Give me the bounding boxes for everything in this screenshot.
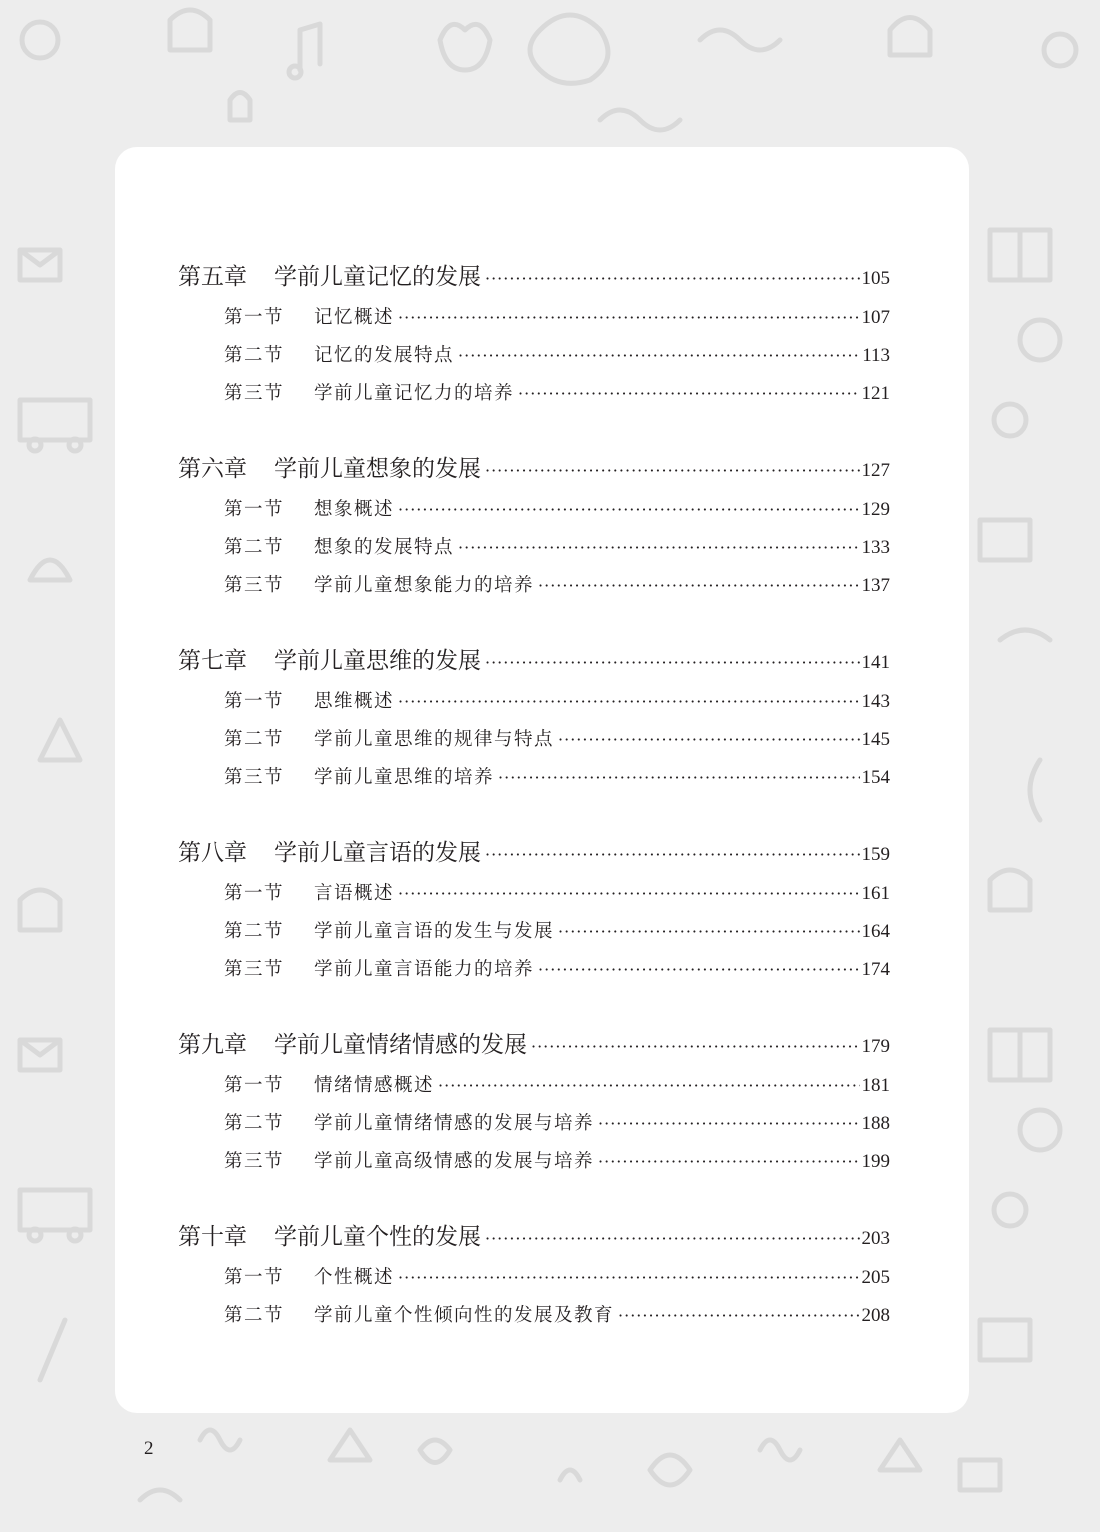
section-entry[interactable]	[178, 1067, 890, 1105]
section-entry[interactable]	[178, 337, 890, 375]
chapter-entry[interactable]	[178, 447, 890, 491]
leader-dots	[558, 913, 859, 951]
leader-dots	[398, 683, 859, 721]
leader-dots	[398, 491, 859, 529]
chapter-page: 203	[861, 1228, 890, 1249]
leader-dots	[485, 639, 860, 685]
section-number: 第一节	[224, 1267, 285, 1288]
section-page: 137	[861, 575, 890, 596]
section-title: 个性概述	[314, 1267, 395, 1288]
section-number: 第三节	[224, 383, 285, 404]
section-title: 学前儿童个性倾向性的发展及教育	[314, 1305, 615, 1326]
section-page: 113	[862, 345, 890, 366]
section-page: 133	[861, 537, 890, 558]
section-page: 164	[861, 921, 890, 942]
leader-dots	[598, 1105, 859, 1143]
chapter-entry[interactable]	[178, 255, 890, 299]
section-number: 第三节	[224, 959, 285, 980]
section-entry[interactable]	[178, 1143, 890, 1181]
section-page: 107	[861, 307, 890, 328]
section-page: 188	[861, 1113, 890, 1134]
leader-dots	[538, 951, 859, 989]
section-entry[interactable]	[178, 951, 890, 989]
section-entry[interactable]	[178, 721, 890, 759]
section-title: 学前儿童言语能力的培养	[314, 959, 535, 980]
section-number: 第一节	[224, 499, 285, 520]
leader-dots	[398, 299, 859, 337]
leader-dots	[538, 567, 859, 605]
chapter-number: 第八章	[178, 840, 247, 866]
chapter-title: 学前儿童记忆的发展	[274, 264, 481, 290]
section-entry[interactable]	[178, 529, 890, 567]
chapter-number: 第九章	[178, 1032, 247, 1058]
chapter-block	[178, 831, 890, 989]
leader-dots	[485, 447, 860, 493]
leader-dots	[398, 875, 859, 913]
chapter-entry[interactable]	[178, 639, 890, 683]
section-number: 第三节	[224, 767, 285, 788]
section-entry[interactable]	[178, 683, 890, 721]
chapter-title: 学前儿童个性的发展	[274, 1224, 481, 1250]
toc-panel	[115, 147, 969, 1413]
section-entry[interactable]	[178, 759, 890, 797]
section-entry[interactable]	[178, 1259, 890, 1297]
chapter-title: 学前儿童想象的发展	[274, 456, 481, 482]
chapter-title: 学前儿童思维的发展	[274, 648, 481, 674]
leader-dots	[458, 529, 859, 567]
chapter-number: 第十章	[178, 1224, 247, 1250]
chapter-page: 159	[861, 844, 890, 865]
chapter-title: 学前儿童情绪情感的发展	[274, 1032, 527, 1058]
section-number: 第一节	[224, 691, 285, 712]
section-number: 第二节	[224, 1113, 285, 1134]
chapter-page: 127	[861, 460, 890, 481]
section-title: 想象概述	[314, 499, 395, 520]
section-number: 第一节	[224, 1075, 285, 1096]
section-page: 129	[861, 499, 890, 520]
section-page: 205	[861, 1267, 890, 1288]
section-number: 第一节	[224, 883, 285, 904]
section-page: 208	[861, 1305, 890, 1326]
section-title: 学前儿童想象能力的培养	[314, 575, 535, 596]
leader-dots	[558, 721, 859, 759]
leader-dots	[531, 1023, 860, 1069]
section-page: 174	[861, 959, 890, 980]
section-entry[interactable]	[178, 567, 890, 605]
section-number: 第二节	[224, 345, 285, 366]
leader-dots	[485, 1215, 860, 1261]
section-number: 第二节	[224, 1305, 285, 1326]
chapter-block	[178, 1023, 890, 1181]
section-entry[interactable]	[178, 375, 890, 413]
section-title: 言语概述	[314, 883, 395, 904]
section-entry[interactable]	[178, 491, 890, 529]
section-number: 第二节	[224, 729, 285, 750]
leader-dots	[498, 759, 859, 797]
leader-dots	[485, 831, 860, 877]
section-title: 记忆概述	[314, 307, 395, 328]
section-page: 143	[861, 691, 890, 712]
leader-dots	[518, 375, 859, 413]
section-page: 121	[861, 383, 890, 404]
chapter-block	[178, 447, 890, 605]
chapter-page: 105	[861, 268, 890, 289]
section-title: 学前儿童言语的发生与发展	[314, 921, 555, 942]
chapter-block	[178, 1215, 890, 1335]
section-page: 181	[861, 1075, 890, 1096]
section-number: 第二节	[224, 921, 285, 942]
chapter-entry[interactable]	[178, 1023, 890, 1067]
chapter-number: 第六章	[178, 456, 247, 482]
chapter-number: 第七章	[178, 648, 247, 674]
section-title: 记忆的发展特点	[314, 345, 455, 366]
leader-dots	[485, 255, 860, 301]
chapter-page: 179	[861, 1036, 890, 1057]
leader-dots	[618, 1297, 859, 1335]
chapter-page: 141	[861, 652, 890, 673]
section-page: 154	[861, 767, 890, 788]
section-number: 第二节	[224, 537, 285, 558]
section-entry[interactable]	[178, 1105, 890, 1143]
section-entry[interactable]	[178, 1297, 890, 1335]
section-title: 学前儿童记忆力的培养	[314, 383, 515, 404]
section-title: 情绪情感概述	[314, 1075, 435, 1096]
leader-dots	[458, 337, 860, 375]
section-title: 学前儿童高级情感的发展与培养	[314, 1151, 595, 1172]
table-of-contents	[178, 255, 890, 1369]
section-title: 学前儿童思维的规律与特点	[314, 729, 555, 750]
section-title: 学前儿童情绪情感的发展与培养	[314, 1113, 595, 1134]
section-page: 161	[861, 883, 890, 904]
section-title: 思维概述	[314, 691, 395, 712]
chapter-block	[178, 639, 890, 797]
page-number: 2	[144, 1438, 154, 1459]
chapter-entry[interactable]	[178, 831, 890, 875]
leader-dots	[438, 1067, 859, 1105]
section-entry[interactable]	[178, 913, 890, 951]
chapter-block	[178, 255, 890, 413]
section-page: 199	[861, 1151, 890, 1172]
section-number: 第三节	[224, 575, 285, 596]
section-title: 想象的发展特点	[314, 537, 455, 558]
section-entry[interactable]	[178, 875, 890, 913]
leader-dots	[598, 1143, 859, 1181]
chapter-number: 第五章	[178, 264, 247, 290]
leader-dots	[398, 1259, 859, 1297]
section-page: 145	[861, 729, 890, 750]
section-entry[interactable]	[178, 299, 890, 337]
section-number: 第三节	[224, 1151, 285, 1172]
chapter-entry[interactable]	[178, 1215, 890, 1259]
section-number: 第一节	[224, 307, 285, 328]
chapter-title: 学前儿童言语的发展	[274, 840, 481, 866]
section-title: 学前儿童思维的培养	[314, 767, 495, 788]
